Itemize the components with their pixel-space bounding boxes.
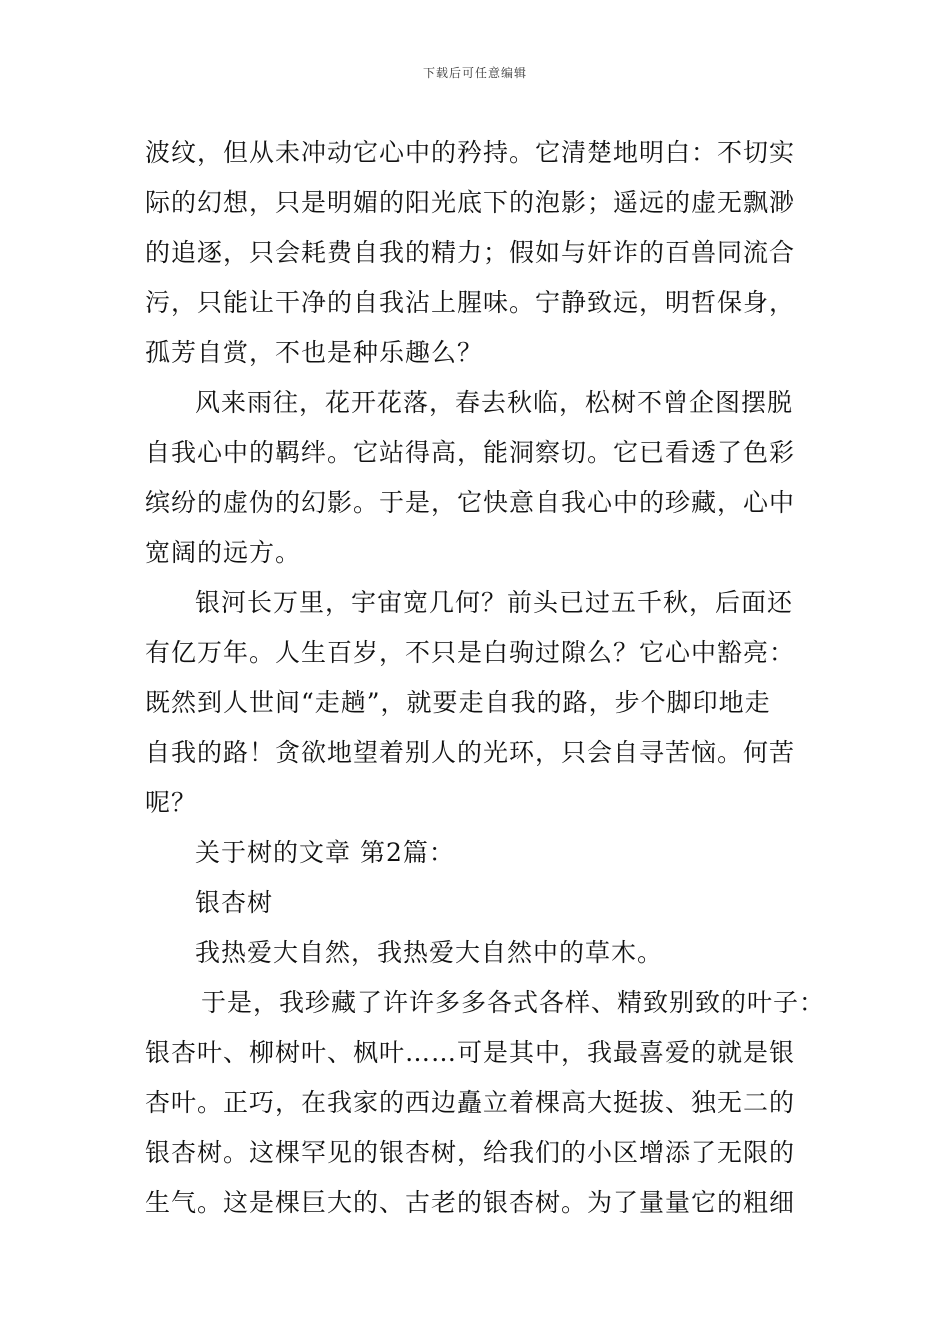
text-line: 银河长万里，宇宙宽几何？前头已过五千秋，后面还 — [195, 588, 794, 617]
text-line: 生气。这是棵巨大的、古老的银杏树。为了量量它的粗细 — [145, 1188, 796, 1217]
text-line: 呢？ — [145, 788, 198, 817]
text-line: 的追逐，只会耗费自我的精力；假如与奸诈的百兽同流合 — [145, 238, 796, 267]
text-line: 孤芳自赏，不也是种乐趣么？ — [145, 338, 484, 367]
text-line: 际的幻想，只是明媚的阳光底下的泡影；遥远的虚无飘渺 — [145, 188, 796, 217]
text-line: 自我心中的羁绊。它站得高，能洞察切。它已看透了色彩 — [145, 438, 796, 467]
text-line: 自我的路！贪欲地望着别人的光环，只会自寻苦恼。何苦 — [145, 738, 796, 767]
text-line: 污，只能让干净的自我沾上腥味。宁静致远，明哲保身， — [145, 288, 796, 317]
text-line: 于是，我珍藏了许许多多各式各样、精致别致的叶子： — [201, 988, 826, 1017]
page-header-note: 下载后可任意编辑 — [422, 66, 527, 80]
text-line: 既然到人世间“走趟”，就要走自我的路，步个脚印地走 — [145, 688, 771, 717]
text-line: 银杏树。这棵罕见的银杏树，给我们的小区增添了无限的 — [145, 1138, 796, 1167]
text-line: 杏叶。正巧，在我家的西边矗立着棵高大挺拔、独无二的 — [145, 1088, 796, 1117]
text-line: 我热爱大自然，我热爱大自然中的草木。 — [195, 938, 664, 967]
document-body — [145, 128, 826, 1228]
text-line: 波纹，但从未冲动它心中的矜持。它清楚地明白：不切实 — [145, 138, 796, 167]
text-line: 宽阔的远方。 — [145, 538, 302, 567]
text-line: 风来雨往，花开花落，春去秋临，松树不曾企图摆脱 — [195, 388, 794, 417]
text-line: 银杏叶、柳树叶、枫叶……可是其中，我最喜爱的就是银 — [145, 1038, 796, 1067]
text-line: 关于树的文章 第2篇： — [195, 838, 455, 867]
text-line: 缤纷的虚伪的幻影。于是，它快意自我心中的珍藏，心中 — [145, 488, 796, 517]
text-line: 银杏树 — [195, 888, 274, 917]
text-line: 有亿万年。人生百岁，不只是白驹过隙么？它心中豁亮： — [145, 638, 796, 667]
